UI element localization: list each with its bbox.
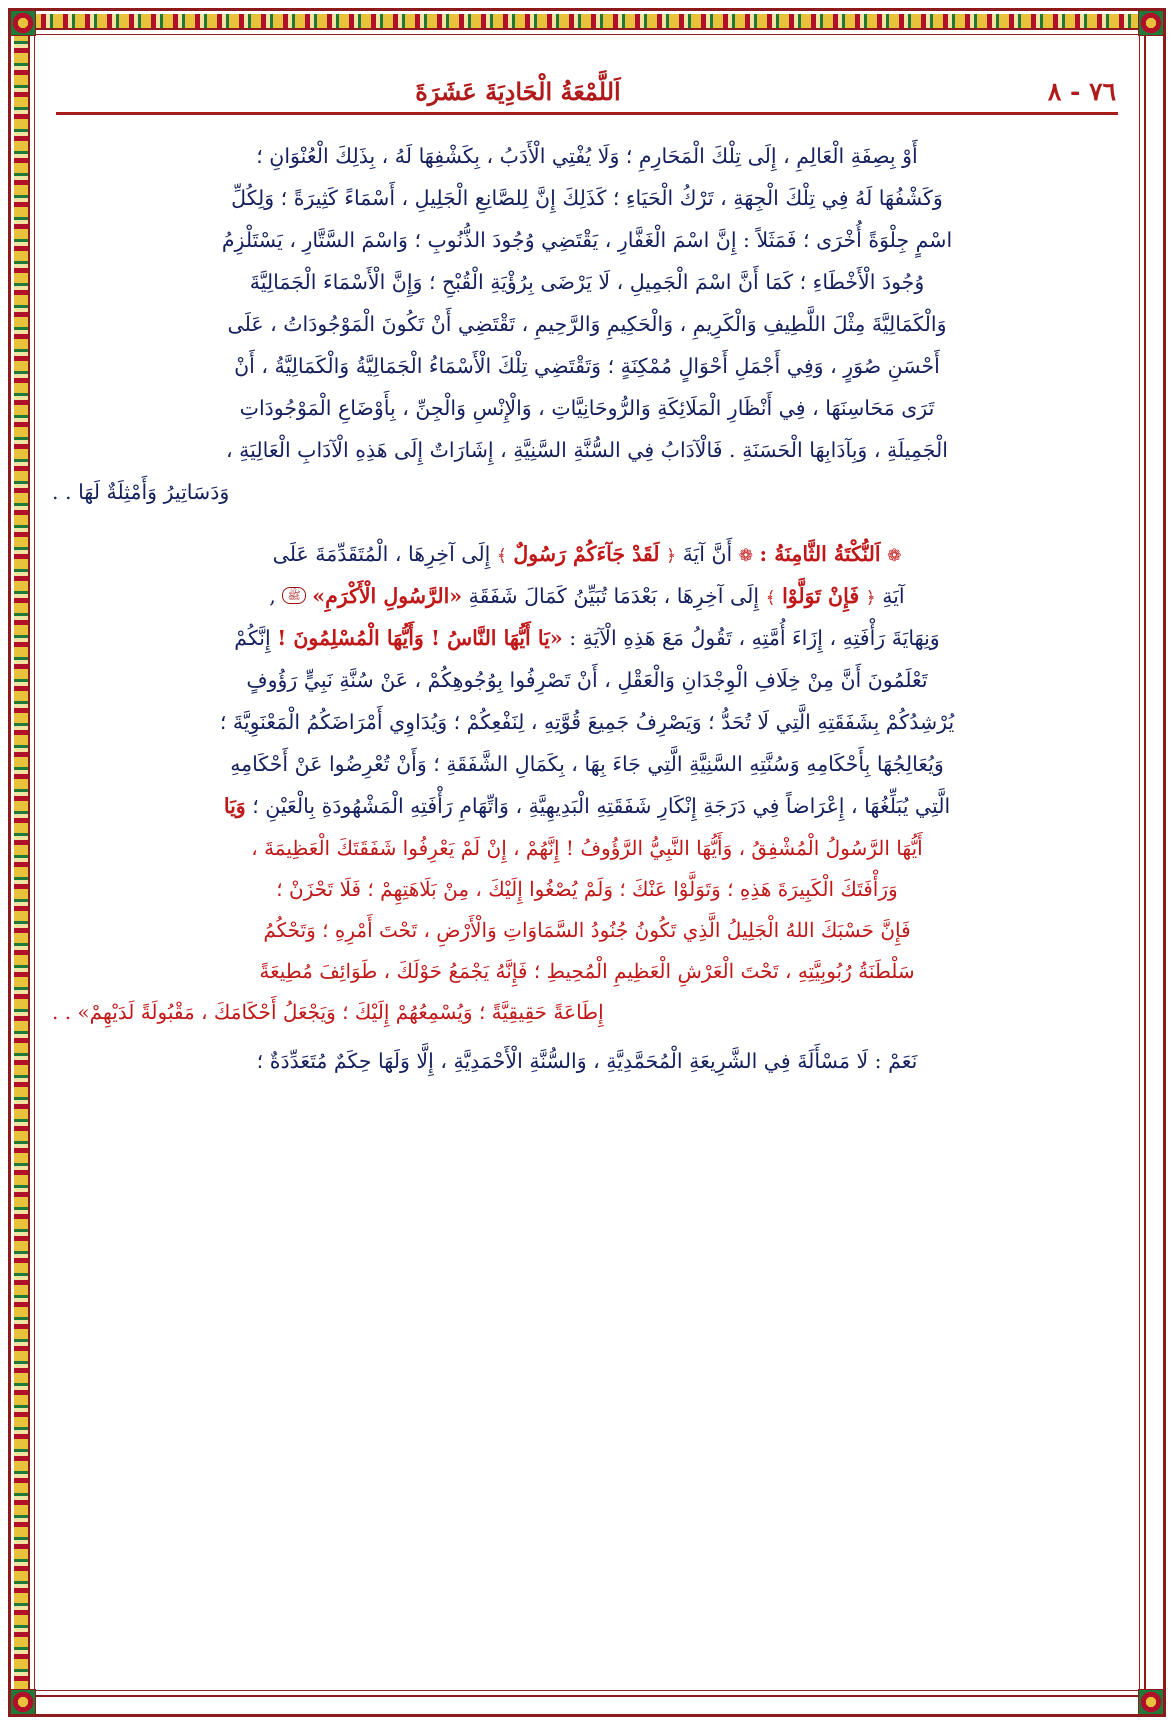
line: وُجُودَ الْأَخْطَاءِ ؛ كَمَا أَنَّ اسْمَ الْجَمِيلِ ، لَا يَرْضَى بِرُؤْيَةِ الْقُبْحِ ؛ وَإِنَّ الْأَسْمَاءَ الْجَمَالِيَّةَ (249, 269, 925, 294)
paragraph-1-last-line: وَدَسَاتِيرُ وَأَمْثِلَةٌ لَهَا . . (52, 479, 230, 504)
text-fragment: إِلَى آخِرِهَا ، بَعْدَمَا تُبَيِّنُ كَمَالَ شَفَقَةِ (468, 583, 760, 608)
page-header (52, 62, 1122, 106)
line: وَالْكَمَالِيَّةَ مِثْلَ اللَّطِيفِ وَالْكَرِيمِ ، وَالْحَكِيمِ وَالرَّحِيمِ ، تَقْتَضِي أَنْ تَكُونَ الْمَوْجُودَاتُ ، عَلَى (227, 311, 947, 336)
paragraph-gap (52, 1034, 1122, 1042)
line: أَحْسَنِ صُوَرٍ ، وَفِي أَجْمَلِ أَحْوَالٍ مُمْكِنَةٍ ؛ وَتَقْتَضِي تِلْكَ الْأَسْمَاءُ الْجَمَالِيَّةُ وَالْكَمَالِيَّةُ ، أَنْ (234, 353, 940, 378)
verse-bracket-open-icon: ﴿ (666, 545, 677, 566)
point-label: اَلنُّكْتَةُ الثَّامِنَةُ : (759, 541, 881, 566)
line: وَيُعَالِجُهَا بِأَحْكَامِهِ وَسُنَّتِهِ السَّنِيَّةِ الَّتِي جَاءَ بِهَا ، بِكَمَالِ الشَّفَقَةِ ؛ وَأَنْ تُعْرِضُوا عَنْ أَحْكَامِهِ (230, 751, 944, 776)
verse-bracket-close-icon: ﴾ (765, 587, 776, 608)
paragraph-4-last-line: نَعَمْ : لَا مَسْأَلَةَ فِي الشَّرِيعَةِ الْمُحَمَّدِيَّةِ ، وَالسُّنَّةِ الْأَحْمَدِيَّةِ ، إِلَّا وَلَهَا حِكَمٌ مُتَعَدِّدَةٌ ؛ (256, 1048, 918, 1073)
text-fragment: , (269, 583, 276, 608)
body-text (52, 137, 1122, 1081)
line: سَلْطَنَةُ رُبُوبِيَّتِهِ ، تَحْتَ الْعَرْشِ الْعَظِيمِ الْمُحِيطِ ؛ فَإِنَّهُ يَجْمَعُ حَوْلَكَ ، طَوَائِفَ مُطِيعَةً (259, 958, 915, 983)
quote-opening-line (52, 619, 1122, 659)
verse-bracket-open-icon: ﴿ (865, 587, 876, 608)
salawat-seal-icon: ﷺ (282, 587, 305, 604)
line: يُرْشِدُكُمْ بِشَفَقَتِهِ الَّتِي لَا تُحَدُّ ؛ وَيَصْرِفُ جَمِيعَ قُوَّتِهِ ، لِنَفْعِكُمْ ؛ وَيُدَاوِي أَمْرَاضَكُمُ الْمَعْنَوِيَّةَ ؛ (219, 709, 955, 734)
corner-ornament-bottom-left (10, 1689, 36, 1715)
point-heading-line (52, 535, 1122, 575)
quran-verse-1: لَقَدْ جَآءَكُمْ رَسُولٌ (513, 541, 660, 566)
text-fragment: أَنَّ آيَةَ (682, 541, 733, 566)
quran-verse-2: فَإِنْ تَوَلَّوْا (782, 583, 860, 608)
line: فَإِنَّ حَسْبَكَ اللهُ الْجَلِيلُ الَّذِي تَكُونُ جُنُودُ السَّمَاوَاتِ وَالْأَرْضِ ، تَحْتَ أَمْرِهِ ؛ وَتَحْكُمُ (263, 917, 911, 942)
page-content (52, 62, 1122, 1673)
paragraph-1 (52, 137, 1122, 513)
corner-ornament-top-left (10, 10, 36, 36)
text-fragment: الَّتِي يُبَلِّغُهَا ، إِعْرَاضاً فِي دَرَجَةِ إِنْكَارِ شَفَقَتِهِ الْبَدِيهِيَّةِ ، وَاتِّهَامِ رَأْفَتِهِ الْمَشْهُودَةِ بِالْعَيْنِ ؛ (252, 793, 951, 818)
page-number: ٧٦ - ٨ (1047, 77, 1116, 106)
text-fragment: إِلَى آخِرِهَا ، الْمُتَقَدِّمَةَ عَلَى (272, 541, 491, 566)
line: وَرَأْفَتَكَ الْكَبِيرَةَ هَذِهِ ؛ وَتَوَلَّوْا عَنْكَ ؛ وَلَمْ يُصْغُوا إِلَيْكَ ، مِنْ بَلَاهَتِهِمْ ؛ فَلَا تَحْزَنْ ؛ (276, 876, 898, 901)
text-fragment: وَنِهَايَةَ رَأْفَتِهِ ، إِزَاءَ أُمَّتِهِ ، تَقُولُ مَعَ هَذِهِ الْآيَةِ : (569, 625, 940, 650)
red-quote-start: وَيَا (223, 793, 246, 818)
verse-bracket-close-icon: ﴾ (496, 545, 507, 566)
line: وَكَشْفُهَا لَهُ فِي تِلْكَ الْجِهَةِ ، تَرْكُ الْحَيَاءِ ؛ كَذَلِكَ إِنَّ لِلصَّانِعِ الْجَلِيلِ ، أَسْمَاءً كَثِيرَةً ؛ وَلِكُلِّ (231, 185, 943, 210)
text-fragment: آيَةِ (882, 583, 905, 608)
book-title: اَللَّمْعَةُ الْحَادِيَةَ عَشَرَةَ (415, 77, 621, 106)
corner-ornament-bottom-right (1138, 1689, 1164, 1715)
line: تَرَى مَحَاسِنَهَا ، فِي أَنْظَارِ الْمَلَائِكَةِ وَالرُّوحَانِيَّاتِ ، وَالْإِنْسِ وَالْجِنِّ ، بِأَوْضَاعِ الْمَوْجُودَاتِ (239, 395, 935, 420)
prophet-title-phrase: «الرَّسُولِ الْأَكْرَمِ» (312, 583, 463, 608)
flower-ornament-icon: ❁ (887, 545, 902, 566)
paragraph-2 (52, 535, 1122, 827)
header-divider (56, 112, 1118, 115)
flower-ornament-icon: ❁ (738, 545, 754, 566)
line-with-red-tail (52, 787, 1122, 827)
line: إِطَاعَةً حَقِيقِيَّةً ؛ وَيُسْمِعُهُمْ إِلَيْكَ ؛ وَيَجْعَلُ أَحْكَامَكَ ، مَقْبُولَةً لَدَيْهِمْ» . . (52, 999, 604, 1024)
line: تَعْلَمُونَ أَنَّ مِنْ خِلَافِ الْوِجْدَانِ وَالْعَقْلِ ، أَنْ تَصْرِفُوا بِوُجُوهِكُمْ ، عَنْ سُنَّةِ نَبِيٍّ رَؤُوفٍ (246, 667, 928, 692)
line: أَيُّهَا الرَّسُولُ الْمُشْفِقُ ، وَأَيُّهَا النَّبِيُّ الرَّؤُوفُ ! إِنَّهُمْ ، إِنْ لَمْ يَعْرِفُوا شَفَقَتَكَ الْعَظِيمَةَ ، (251, 835, 923, 860)
verse-2-line (52, 577, 1122, 617)
line: اسْمٍ جِلْوَةً أُخْرَى ؛ فَمَثَلاً : إِنَّ اسْمَ الْغَفَّارِ ، يَقْتَضِي وُجُودَ الذُّنُوبِ ؛ وَاسْمَ السَّتَّارِ ، يَسْتَلْزِمُ (221, 227, 953, 252)
line: أَوْ بِصِفَةِ الْعَالِمِ ، إِلَى تِلْكَ الْمَحَارِمِ ؛ وَلَا يُفْتِي الْأَدَبُ ، بِكَشْفِهَا لَهُ ، بِذَلِكَ الْعُنْوَانِ ؛ (256, 144, 918, 168)
line: الْجَمِيلَةِ ، وَبِآدَابِهَا الْحَسَنَةِ . فَالْآدَابُ فِي السُّنَّةِ السَّنِيَّةِ ، إِشَارَاتٌ إِلَى هَذِهِ الْآدَابِ الْعَالِيَةِ ، (226, 437, 948, 462)
text-fragment: إِنَّكُمْ (234, 625, 271, 650)
quoted-address: «يَا أَيُّهَا النَّاسُ ! وَأَيُّهَا الْمُسْلِمُونَ ! (277, 625, 563, 650)
paragraph-gap (52, 515, 1122, 535)
corner-ornament-top-right (1138, 10, 1164, 36)
paragraph-3-red-quote (52, 829, 1122, 1032)
